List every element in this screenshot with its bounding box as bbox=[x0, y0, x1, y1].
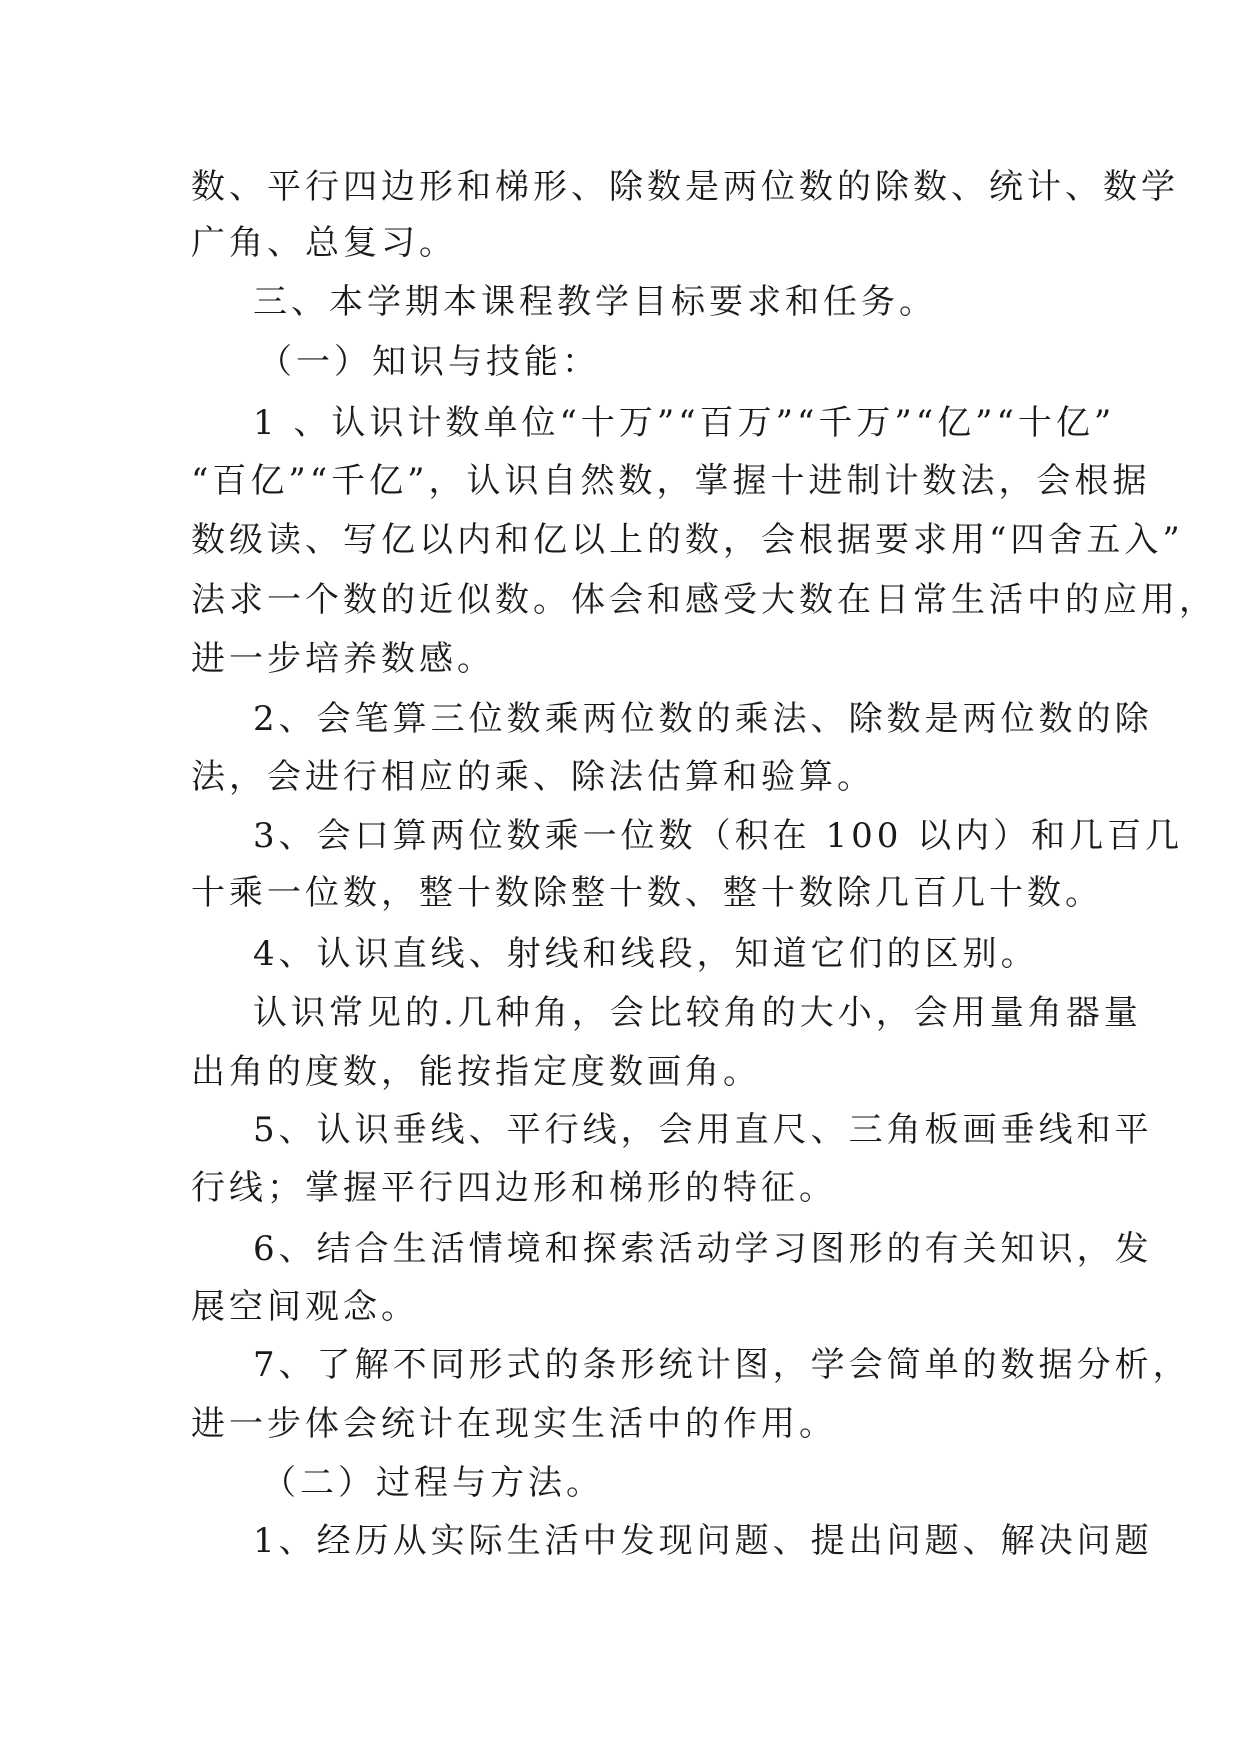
text-line: 法求一个数的近似数。体会和感受大数在日常生活中的应用， bbox=[191, 580, 1217, 620]
text-line: 广角、总复习。 bbox=[191, 223, 457, 263]
text-line: 进一步培养数感。 bbox=[191, 639, 495, 679]
text-line: 1、经历从实际生活中发现问题、提出问题、解决问题 bbox=[253, 1521, 1153, 1561]
text-line: 十乘一位数，整十数除整十数、整十数除几百几十数。 bbox=[191, 873, 1103, 913]
text-line: 进一步体会统计在现实生活中的作用。 bbox=[191, 1404, 837, 1444]
text-line: 3、会口算两位数乘一位数（积在 100 以内）和几百几 bbox=[253, 816, 1184, 856]
text-line: 行线；掌握平行四边形和梯形的特征。 bbox=[191, 1168, 837, 1208]
text-line: 5、认识垂线、平行线，会用直尺、三角板画垂线和平 bbox=[253, 1110, 1153, 1150]
text-line: 出角的度数，能按指定度数画角。 bbox=[191, 1052, 761, 1092]
section-heading: 三、本学期本课程教学目标要求和任务。 bbox=[253, 282, 937, 322]
text-line: 6、结合生活情境和探索活动学习图形的有关知识，发 bbox=[253, 1229, 1153, 1269]
subsection-heading: （一）知识与技能： bbox=[258, 342, 600, 382]
text-line: “百亿”“千亿”，认识自然数，掌握十进制计数法，会根据 bbox=[191, 461, 1151, 501]
text-line: 法，会进行相应的乘、除法估算和验算。 bbox=[191, 757, 875, 797]
text-line: 4、认识直线、射线和线段，知道它们的区别。 bbox=[253, 934, 1039, 974]
text-line: 认识常见的.几种角，会比较角的大小，会用量角器量 bbox=[253, 993, 1142, 1033]
text-line: 7、了解不同形式的条形统计图，学会简单的数据分析， bbox=[253, 1345, 1191, 1385]
text-line: 展空间观念。 bbox=[191, 1287, 419, 1327]
text-line: 数级读、写亿以内和亿以上的数，会根据要求用“四舍五入” bbox=[191, 520, 1184, 560]
text-line: 2、会笔算三位数乘两位数的乘法、除数是两位数的除 bbox=[253, 699, 1153, 739]
text-line: 1 、认识计数单位“十万”“百万”“千万”“亿”“十亿” bbox=[253, 403, 1116, 443]
text-line: 数、平行四边形和梯形、除数是两位数的除数、统计、数学 bbox=[191, 167, 1179, 207]
subsection-heading: （二）过程与方法。 bbox=[262, 1463, 604, 1503]
